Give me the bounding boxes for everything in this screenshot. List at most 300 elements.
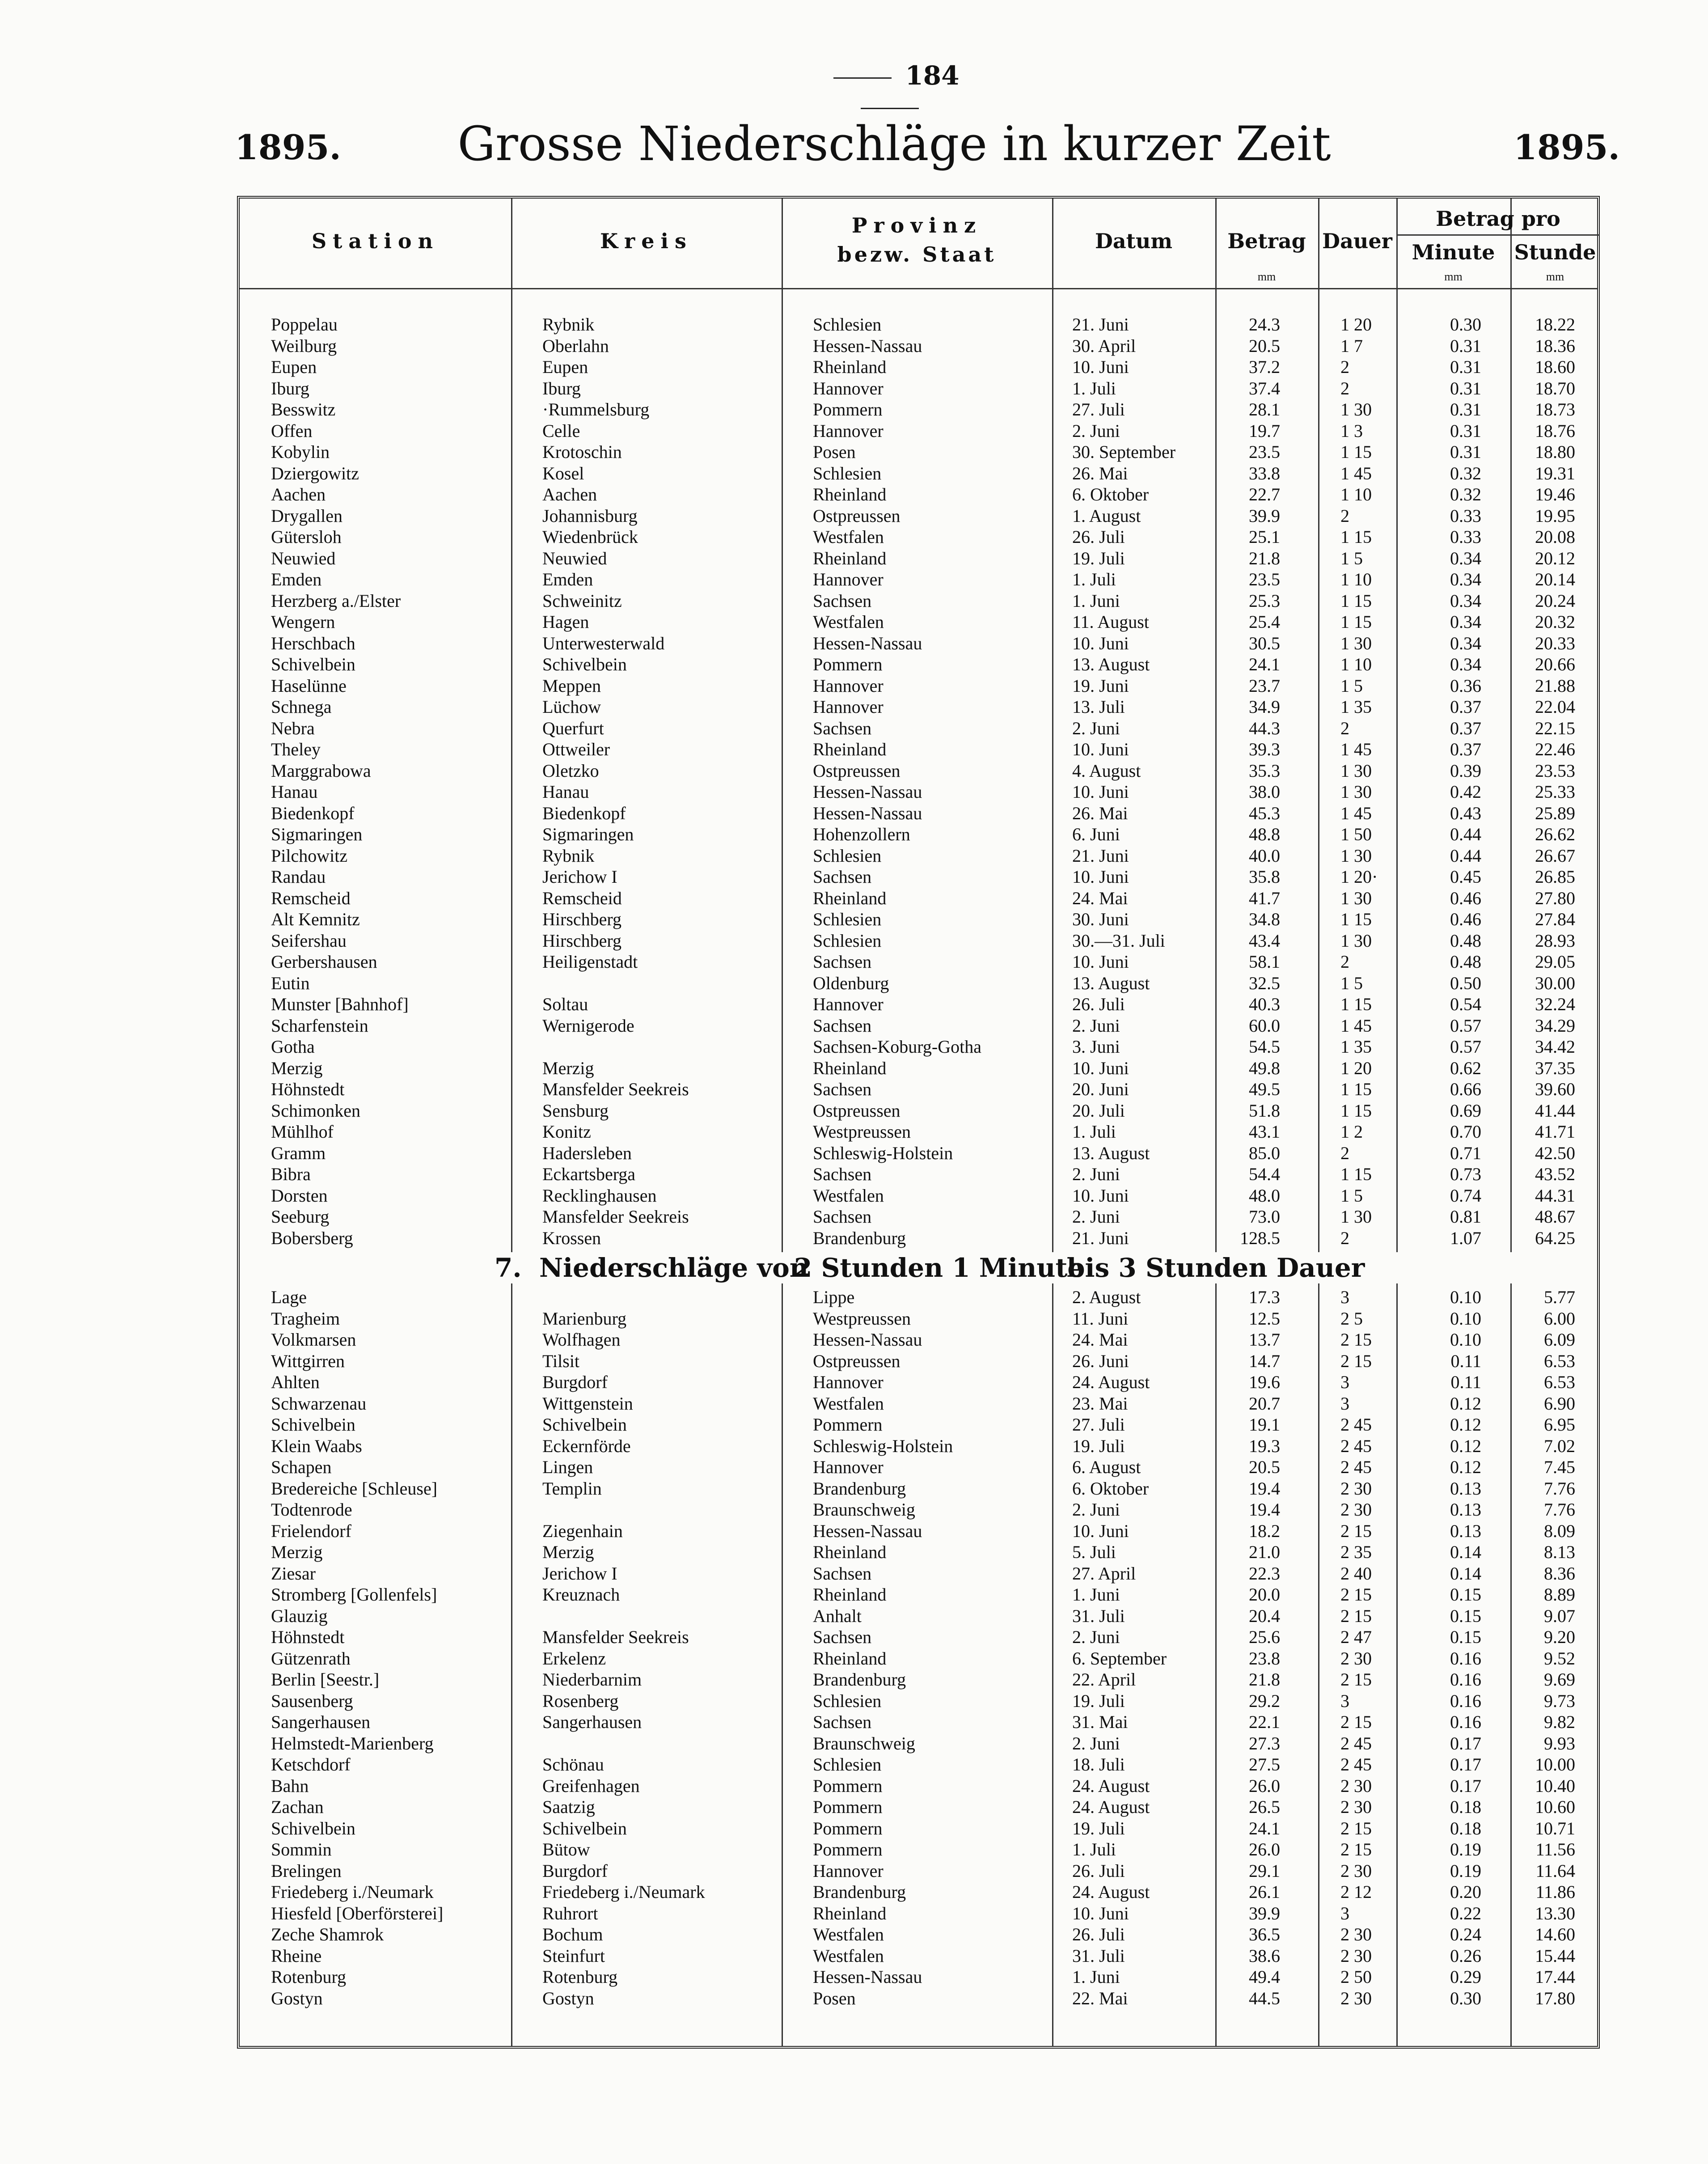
cell-minute: 0.31 [1450, 399, 1481, 419]
cell-datum: 21. Juni [1072, 1228, 1129, 1248]
cell-stunde: 20.24 [1535, 590, 1575, 611]
cell-minute: 0.14 [1450, 1542, 1481, 1562]
cell-kreis: Krotoschin [542, 442, 622, 462]
cell-dauer: 2 30 [1340, 1499, 1372, 1520]
column-header-provinz-sub: bezw. Staat [837, 242, 997, 267]
cell-station: Scharfenstein [271, 1015, 368, 1036]
cell-datum: 13. August [1072, 973, 1150, 993]
cell-minute: 0.57 [1450, 1037, 1481, 1057]
cell-provinz: Schlesien [813, 463, 882, 483]
cell-dauer: 2 15 [1340, 1351, 1372, 1371]
section-heading-part-b: 2 Stunden 1 Minute [794, 1253, 1084, 1283]
cell-dauer: 1 20 [1340, 1058, 1372, 1078]
cell-dauer: 2 [1340, 505, 1349, 526]
table-row [240, 1818, 1597, 1839]
cell-kreis: Burgdorf [542, 1860, 608, 1881]
cell-datum: 19. Juli [1072, 548, 1125, 568]
cell-minute: 0.16 [1450, 1648, 1481, 1669]
cell-minute: 0.73 [1450, 1164, 1481, 1184]
cell-datum: 10. Juni [1072, 633, 1129, 653]
cell-betrag: 14.7 [1249, 1351, 1280, 1371]
cell-dauer: 2 30 [1340, 1775, 1372, 1796]
cell-minute: 0.15 [1450, 1627, 1481, 1647]
cell-stunde: 44.31 [1535, 1185, 1575, 1206]
cell-station: Bibra [271, 1164, 311, 1184]
cell-provinz: Schlesien [813, 314, 882, 335]
cell-station: Schivelbein [271, 654, 355, 674]
cell-datum: 18. Juli [1072, 1754, 1125, 1774]
cell-kreis: Aachen [542, 484, 597, 504]
cell-dauer: 2 45 [1340, 1733, 1372, 1753]
cell-minute: 0.31 [1450, 357, 1481, 377]
cell-station: Gerbershausen [271, 952, 377, 972]
cell-datum: 19. Juli [1072, 1690, 1125, 1711]
cell-betrag: 25.6 [1249, 1627, 1280, 1647]
cell-stunde: 20.32 [1535, 612, 1575, 632]
cell-kreis: Mansfelder Seekreis [542, 1207, 689, 1227]
cell-minute: 0.12 [1450, 1393, 1481, 1414]
cell-kreis: Emden [542, 569, 593, 589]
cell-datum: 10. Juni [1072, 782, 1129, 802]
cell-provinz: Hannover [813, 378, 884, 398]
cell-stunde: 9.69 [1544, 1669, 1575, 1690]
cell-betrag: 73.0 [1249, 1207, 1280, 1227]
table-row [240, 356, 1597, 377]
table-row [240, 1860, 1597, 1881]
cell-provinz: Hessen-Nassau [813, 1330, 922, 1350]
table-row [240, 1839, 1597, 1860]
cell-station: Seifershau [271, 930, 347, 951]
cell-provinz: Schlesien [813, 909, 882, 929]
cell-provinz: Hessen-Nassau [813, 335, 922, 356]
cell-station: Höhnstedt [271, 1627, 345, 1647]
cell-minute: 0.74 [1450, 1185, 1481, 1206]
cell-datum: 1. Juli [1072, 1122, 1116, 1142]
cell-minute: 0.37 [1450, 718, 1481, 738]
cell-minute: 0.29 [1450, 1967, 1481, 1987]
cell-datum: 26. Juli [1072, 527, 1125, 547]
cell-datum: 22. April [1072, 1669, 1136, 1690]
cell-datum: 26. Mai [1072, 803, 1128, 823]
cell-dauer: 1 20· [1340, 867, 1378, 887]
cell-kreis: Schweinitz [542, 590, 622, 611]
cell-minute: 0.10 [1450, 1308, 1481, 1329]
cell-dauer: 1 30 [1340, 888, 1372, 908]
table-row [240, 1584, 1597, 1605]
cell-minute: 0.19 [1450, 1839, 1481, 1859]
cell-minute: 0.16 [1450, 1712, 1481, 1732]
cell-dauer: 1 10 [1340, 654, 1372, 674]
cell-station: Zeche Shamrok [271, 1924, 384, 1944]
cell-stunde: 25.33 [1535, 782, 1575, 802]
cell-stunde: 7.76 [1544, 1478, 1575, 1499]
cell-betrag: 22.7 [1249, 484, 1280, 504]
cell-betrag: 60.0 [1249, 1015, 1280, 1036]
table-row [240, 909, 1597, 930]
cell-stunde: 30.00 [1535, 973, 1575, 993]
cell-provinz: Westfalen [813, 612, 884, 632]
cell-minute: 0.50 [1450, 973, 1481, 993]
cell-betrag: 54.5 [1249, 1037, 1280, 1057]
cell-kreis: Schivelbein [542, 1818, 627, 1838]
cell-provinz: Hannover [813, 697, 884, 717]
cell-betrag: 22.1 [1249, 1712, 1280, 1732]
cell-minute: 0.30 [1450, 314, 1481, 335]
cell-betrag: 24.3 [1249, 314, 1280, 335]
cell-station: Ahlten [271, 1372, 320, 1392]
cell-betrag: 23.7 [1249, 675, 1280, 696]
cell-betrag: 26.0 [1249, 1775, 1280, 1796]
cell-stunde: 8.36 [1544, 1563, 1575, 1584]
cell-datum: 27. April [1072, 1563, 1136, 1584]
cell-stunde: 11.86 [1535, 1882, 1575, 1902]
cell-dauer: 1 10 [1340, 569, 1372, 589]
cell-kreis: Hadersleben [542, 1143, 632, 1163]
table-row [240, 1164, 1597, 1185]
column-header-provinz: Provinz [851, 213, 982, 237]
cell-provinz: Hannover [813, 569, 884, 589]
cell-stunde: 9.52 [1544, 1648, 1575, 1669]
cell-datum: 24. August [1072, 1775, 1150, 1796]
cell-kreis: Eckartsberga [542, 1164, 636, 1184]
cell-dauer: 1 7 [1340, 335, 1363, 356]
cell-stunde: 21.88 [1535, 675, 1575, 696]
cell-minute: 0.12 [1450, 1457, 1481, 1477]
cell-stunde: 11.56 [1535, 1839, 1575, 1859]
table-row [240, 569, 1597, 590]
cell-provinz: Schlesien [813, 1754, 882, 1774]
cell-kreis: Lingen [542, 1457, 593, 1477]
section-heading-part-c: bis 3 Stunden Dauer [1067, 1253, 1365, 1283]
cell-kreis: Jerichow I [542, 867, 617, 887]
cell-dauer: 1 45 [1340, 803, 1372, 823]
table-row [240, 505, 1597, 526]
cell-datum: 6. Oktober [1072, 1478, 1149, 1499]
table-row [240, 1988, 1597, 2009]
cell-station: Offen [271, 420, 313, 441]
cell-provinz: Brandenburg [813, 1228, 906, 1248]
cell-station: Eutin [271, 973, 310, 993]
table-row [240, 1966, 1597, 1987]
table-row [240, 1100, 1597, 1121]
cell-kreis: Lüchow [542, 697, 601, 717]
section-2-heading [240, 1252, 1597, 1283]
cell-provinz: Anhalt [813, 1605, 862, 1626]
cell-dauer: 1 3 [1340, 420, 1363, 441]
page-number-text: 184 [905, 60, 960, 91]
cell-dauer: 3 [1340, 1287, 1349, 1307]
cell-stunde: 39.60 [1535, 1079, 1575, 1099]
cell-dauer: 1 15 [1340, 909, 1372, 929]
cell-station: Bredereiche [Schleuse] [271, 1478, 438, 1499]
cell-dauer: 1 50 [1340, 824, 1372, 844]
table-row [240, 335, 1597, 356]
cell-provinz: Pommern [813, 1797, 883, 1817]
cell-station: Berlin [Seestr.] [271, 1669, 380, 1690]
cell-minute: 0.71 [1450, 1143, 1481, 1163]
cell-provinz: Hessen-Nassau [813, 1520, 922, 1541]
cell-provinz: Lippe [813, 1287, 855, 1307]
cell-datum: 26. Juli [1072, 1924, 1125, 1944]
cell-stunde: 20.12 [1535, 548, 1575, 568]
cell-minute: 0.57 [1450, 1015, 1481, 1036]
cell-dauer: 2 [1340, 1228, 1349, 1248]
column-header-datum: Datum [1095, 229, 1173, 253]
cell-minute: 0.16 [1450, 1690, 1481, 1711]
cell-kreis: Krossen [542, 1228, 601, 1248]
cell-betrag: 24.1 [1249, 1818, 1280, 1838]
cell-datum: 2. Juni [1072, 1499, 1120, 1520]
cell-provinz: Westfalen [813, 1945, 884, 1966]
cell-datum: 31. Juli [1072, 1605, 1125, 1626]
table-row [240, 1478, 1597, 1499]
cell-kreis: Mansfelder Seekreis [542, 1079, 689, 1099]
cell-datum: 30. Juni [1072, 909, 1129, 929]
cell-station: Poppelau [271, 314, 338, 335]
cell-stunde: 10.71 [1535, 1818, 1575, 1838]
column-header-betrag: Betrag [1227, 229, 1306, 253]
cell-kreis: Burgdorf [542, 1372, 608, 1392]
table-row [240, 526, 1597, 547]
table-row [240, 1143, 1597, 1164]
cell-betrag: 34.9 [1249, 697, 1280, 717]
cell-minute: 0.42 [1450, 782, 1481, 802]
cell-dauer: 2 15 [1340, 1330, 1372, 1350]
cell-minute: 0.70 [1450, 1122, 1481, 1142]
cell-datum: 22. Mai [1072, 1988, 1128, 2008]
cell-datum: 27. Juli [1072, 399, 1125, 419]
cell-betrag: 24.1 [1249, 654, 1280, 674]
cell-kreis: Rybnik [542, 845, 595, 866]
cell-dauer: 1 15 [1340, 1079, 1372, 1099]
cell-minute: 0.44 [1450, 845, 1481, 866]
cell-datum: 24. Mai [1072, 1330, 1128, 1350]
cell-datum: 1. Juli [1072, 569, 1116, 589]
cell-stunde: 20.08 [1535, 527, 1575, 547]
cell-station: Gostyn [271, 1988, 323, 2008]
cell-provinz: Schleswig-Holstein [813, 1143, 953, 1163]
cell-datum: 30. September [1072, 442, 1176, 462]
cell-provinz: Sachsen [813, 952, 872, 972]
cell-dauer: 1 30 [1340, 782, 1372, 802]
cell-minute: 0.36 [1450, 675, 1481, 696]
cell-kreis: Merzig [542, 1542, 594, 1562]
cell-stunde: 11.64 [1535, 1860, 1575, 1881]
table-row [240, 1308, 1597, 1329]
cell-kreis: Hanau [542, 782, 589, 802]
cell-dauer: 2 [1340, 952, 1349, 972]
cell-betrag: 28.1 [1249, 399, 1280, 419]
cell-provinz: Hannover [813, 1372, 884, 1392]
cell-betrag: 18.2 [1249, 1520, 1280, 1541]
table-row [240, 1372, 1597, 1393]
cell-kreis: Ottweiler [542, 739, 610, 759]
cell-datum: 31. Mai [1072, 1712, 1128, 1732]
cell-stunde: 7.02 [1544, 1436, 1575, 1456]
cell-provinz: Pommern [813, 1775, 883, 1796]
cell-dauer: 1 10 [1340, 484, 1372, 504]
cell-datum: 1. August [1072, 505, 1141, 526]
cell-datum: 10. Juni [1072, 952, 1129, 972]
cell-stunde: 6.90 [1544, 1393, 1575, 1414]
cell-betrag: 13.7 [1249, 1330, 1280, 1350]
table-row [240, 1228, 1597, 1249]
cell-stunde: 17.80 [1535, 1988, 1575, 2008]
year-left: 1895. [235, 127, 341, 167]
cell-datum: 10. Juni [1072, 1903, 1129, 1923]
cell-stunde: 9.07 [1544, 1605, 1575, 1626]
cell-station: Merzig [271, 1542, 323, 1562]
cell-datum: 21. Juni [1072, 314, 1129, 335]
cell-betrag: 19.4 [1249, 1499, 1280, 1520]
cell-provinz: Sachsen [813, 590, 872, 611]
table-row [240, 1058, 1597, 1079]
cell-betrag: 35.3 [1249, 760, 1280, 781]
cell-stunde: 18.76 [1535, 420, 1575, 441]
cell-station: Herzberg a./Elster [271, 590, 401, 611]
cell-provinz: Rheinland [813, 1584, 887, 1605]
cell-provinz: Westfalen [813, 1185, 884, 1206]
cell-station: Dorsten [271, 1185, 328, 1206]
cell-minute: 0.37 [1450, 739, 1481, 759]
cell-stunde: 18.70 [1535, 378, 1575, 398]
cell-kreis: Kreuznach [542, 1584, 620, 1605]
cell-minute: 0.34 [1450, 590, 1481, 611]
table-row [240, 760, 1597, 781]
cell-kreis: Remscheid [542, 888, 622, 908]
cell-provinz: Sachsen [813, 1079, 872, 1099]
cell-provinz: Sachsen [813, 718, 872, 738]
table-row [240, 1796, 1597, 1817]
cell-provinz: Hannover [813, 675, 884, 696]
cell-station: Klein Waabs [271, 1436, 362, 1456]
cell-datum: 1. Juni [1072, 1584, 1120, 1605]
cell-minute: 0.43 [1450, 803, 1481, 823]
cell-station: Wengern [271, 612, 335, 632]
cell-stunde: 28.93 [1535, 930, 1575, 951]
cell-minute: 0.31 [1450, 378, 1481, 398]
cell-provinz: Rheinland [813, 484, 887, 504]
cell-provinz: Oldenburg [813, 973, 889, 993]
cell-provinz: Brandenburg [813, 1478, 906, 1499]
cell-dauer: 2 [1340, 1143, 1349, 1163]
cell-dauer: 2 30 [1340, 1924, 1372, 1944]
cell-betrag: 34.8 [1249, 909, 1280, 929]
cell-dauer: 2 35 [1340, 1542, 1372, 1562]
cell-betrag: 128.5 [1240, 1228, 1280, 1248]
cell-station: Brelingen [271, 1860, 342, 1881]
cell-station: Marggrabowa [271, 760, 371, 781]
cell-betrag: 39.9 [1249, 1903, 1280, 1923]
cell-provinz: Rheinland [813, 357, 887, 377]
table-row [240, 1626, 1597, 1647]
cell-kreis: Wiedenbrück [542, 527, 638, 547]
cell-kreis: Sangerhausen [542, 1712, 642, 1732]
cell-station: Alt Kemnitz [271, 909, 360, 929]
cell-datum: 10. Juni [1072, 739, 1129, 759]
cell-minute: 0.37 [1450, 697, 1481, 717]
cell-betrag: 21.8 [1249, 1669, 1280, 1690]
cell-kreis: Schönau [542, 1754, 604, 1774]
cell-stunde: 15.44 [1535, 1945, 1575, 1966]
cell-datum: 4. August [1072, 760, 1141, 781]
cell-datum: 2. Juni [1072, 1207, 1120, 1227]
cell-provinz: Pommern [813, 1818, 883, 1838]
cell-provinz: Sachsen [813, 1207, 872, 1227]
table-row [240, 420, 1597, 441]
cell-datum: 2. Juni [1072, 718, 1120, 738]
cell-betrag: 38.0 [1249, 782, 1280, 802]
cell-station: Kobylin [271, 442, 330, 462]
cell-minute: 0.46 [1450, 888, 1481, 908]
cell-kreis: Hirschberg [542, 930, 621, 951]
cell-station: Rheine [271, 1945, 322, 1966]
cell-provinz: Hessen-Nassau [813, 803, 922, 823]
cell-minute: 0.48 [1450, 952, 1481, 972]
cell-datum: 1. Juli [1072, 378, 1116, 398]
cell-station: Gützenrath [271, 1648, 351, 1669]
cell-betrag: 48.0 [1249, 1185, 1280, 1206]
cell-dauer: 1 30 [1340, 760, 1372, 781]
column-header-betrag-pro: Betrag pro [1436, 207, 1560, 231]
cell-kreis: Iburg [542, 378, 581, 398]
cell-kreis: Schivelbein [542, 1414, 627, 1435]
cell-minute: 0.81 [1450, 1207, 1481, 1227]
cell-minute: 0.24 [1450, 1924, 1481, 1944]
table-row [240, 845, 1597, 866]
table-row [240, 1945, 1597, 1966]
cell-datum: 5. Juli [1072, 1542, 1116, 1562]
table-row [240, 1881, 1597, 1902]
cell-dauer: 2 [1340, 357, 1349, 377]
cell-provinz: Hannover [813, 1860, 884, 1881]
cell-betrag: 20.5 [1249, 1457, 1280, 1477]
cell-stunde: 18.73 [1535, 399, 1575, 419]
cell-stunde: 19.31 [1535, 463, 1575, 483]
cell-kreis: Johannisburg [542, 505, 638, 526]
cell-kreis: Tilsit [542, 1351, 580, 1371]
cell-datum: 2. Juni [1072, 1164, 1120, 1184]
cell-betrag: 48.8 [1249, 824, 1280, 844]
cell-datum: 26. Juni [1072, 1351, 1129, 1371]
cell-kreis: Oberlahn [542, 335, 609, 356]
cell-minute: 0.39 [1450, 760, 1481, 781]
table-row [240, 1329, 1597, 1350]
section-heading-part-a: Niederschläge von [539, 1253, 808, 1283]
cell-station: Remscheid [271, 888, 351, 908]
cell-provinz: Rheinland [813, 1542, 887, 1562]
cell-station: Gütersloh [271, 527, 342, 547]
cell-stunde: 9.20 [1544, 1627, 1575, 1647]
cell-provinz: Rheinland [813, 548, 887, 568]
cell-stunde: 64.25 [1535, 1228, 1575, 1248]
cell-provinz: Pommern [813, 654, 883, 674]
cell-stunde: 7.76 [1544, 1499, 1575, 1520]
unit-betrag: mm [1257, 270, 1276, 283]
cell-minute: 0.18 [1450, 1797, 1481, 1817]
cell-kreis: Erkelenz [542, 1648, 606, 1669]
cell-kreis: Bütow [542, 1839, 590, 1859]
cell-provinz: Ostpreussen [813, 505, 901, 526]
cell-station: Hanau [271, 782, 318, 802]
cell-datum: 26. Juli [1072, 1860, 1125, 1881]
cell-provinz: Brandenburg [813, 1882, 906, 1902]
cell-stunde: 6.53 [1544, 1351, 1575, 1371]
cell-dauer: 2 45 [1340, 1436, 1372, 1456]
cell-station: Biedenkopf [271, 803, 355, 823]
table-row [240, 654, 1597, 675]
cell-dauer: 1 15 [1340, 612, 1372, 632]
